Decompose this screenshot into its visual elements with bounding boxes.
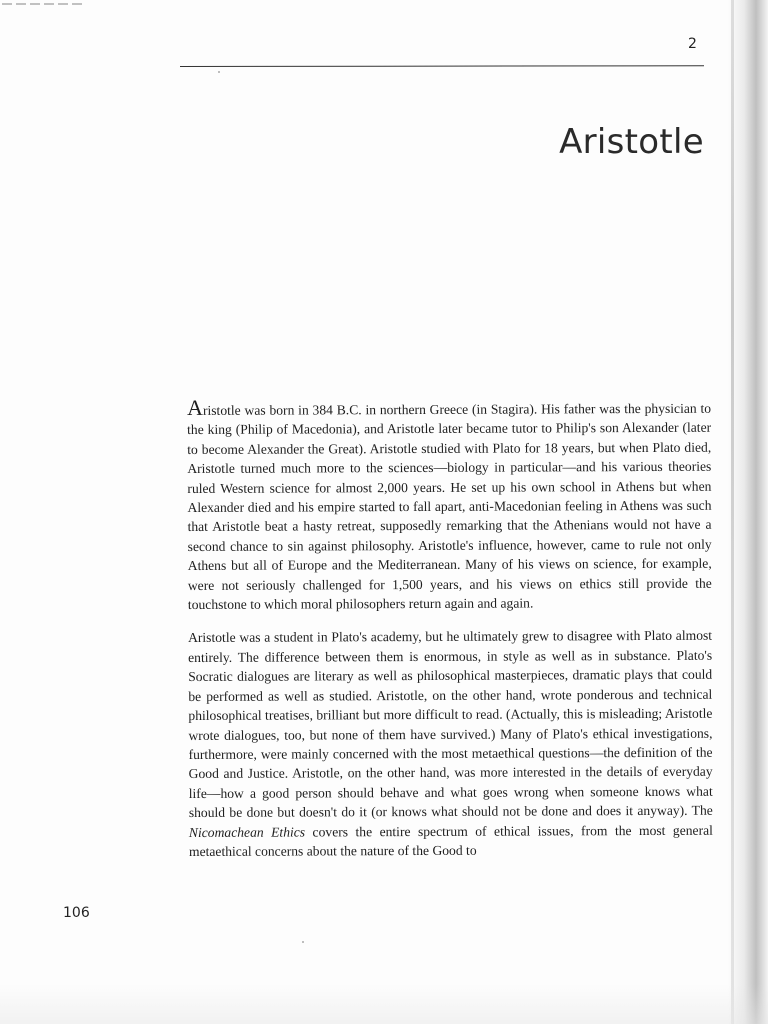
page-number: 106 (63, 905, 90, 921)
paragraph-2 (188, 626, 713, 861)
book-gutter-shadow (728, 0, 768, 1024)
chapter-title: Aristotle (559, 122, 704, 162)
chapter-number: 2 (688, 36, 697, 52)
paragraph-2-tail: covers the entire spectrum of ethical issues, from the most general metaethical concerns about the nature of the Good to (188, 822, 713, 859)
scan-speck (218, 71, 220, 73)
scan-artifact (2, 3, 82, 5)
header-rule (180, 65, 704, 67)
scan-speck (302, 941, 304, 943)
paragraph-1: Aristotle was born in 384 B.C. in northern Greece (in Stagira). His father was the physician to the king (Philip of Macedonia), and Aristotle later became tutor to Philip's son Alexander (later to become Alexander the Great). Aristotle studied with Plato for 18 years, but when Plato died, Aristotle turned much more to the sciences—biology in particular—and his various theories ruled Western science for almost 2,000 years. He set up his own school in Athens but when Alexander died and his empire started to fall apart, anti-Macedonian feeling in Athens was such that Aristotle beat a hasty retreat, supposedly remarking that the Athenians would not have a second chance to sin against philosophy. Aristotle's influence, however, came to rule not only Athens but all of Europe and the Mediterranean. Many of his views on science, for example, were not seriously challenged for 1,500 years, and his views on ethics still provide the touchstone to which moral philosophers return again and again. (186, 394, 712, 613)
book-title-italic: Nicomachean Ethics (188, 824, 306, 840)
paragraph-2-text: Aristotle was a student in Plato's academy, but he ultimately grew to disagree with Plato almost entirely. The difference between them is enormous, in style as well as in substance. Plato's Socratic dialogues are literary as well as philosophical masterpieces, dramatic plays that could be performed as well as studied. Aristotle, on the other hand, wrote ponderous and technical philosophical treatises, brilliant but more difficult to read. (Actually, this is misleading; Aristotle wrote dialogues, too, but none of them have survived.) Many of Plato's ethical investigations, furthermore, were mainly concerned with the most metaethical questions—the definition of the Good and Justice. Aristotle, on the other hand, was more interested in the details of everyday life—how a good person should behave and what goes wrong when someone knows what should be done but doesn't do it (or knows what should not be done and does it anyway). The (188, 628, 713, 821)
page-bottom-shadow (0, 984, 768, 1024)
body-text (187, 396, 713, 876)
